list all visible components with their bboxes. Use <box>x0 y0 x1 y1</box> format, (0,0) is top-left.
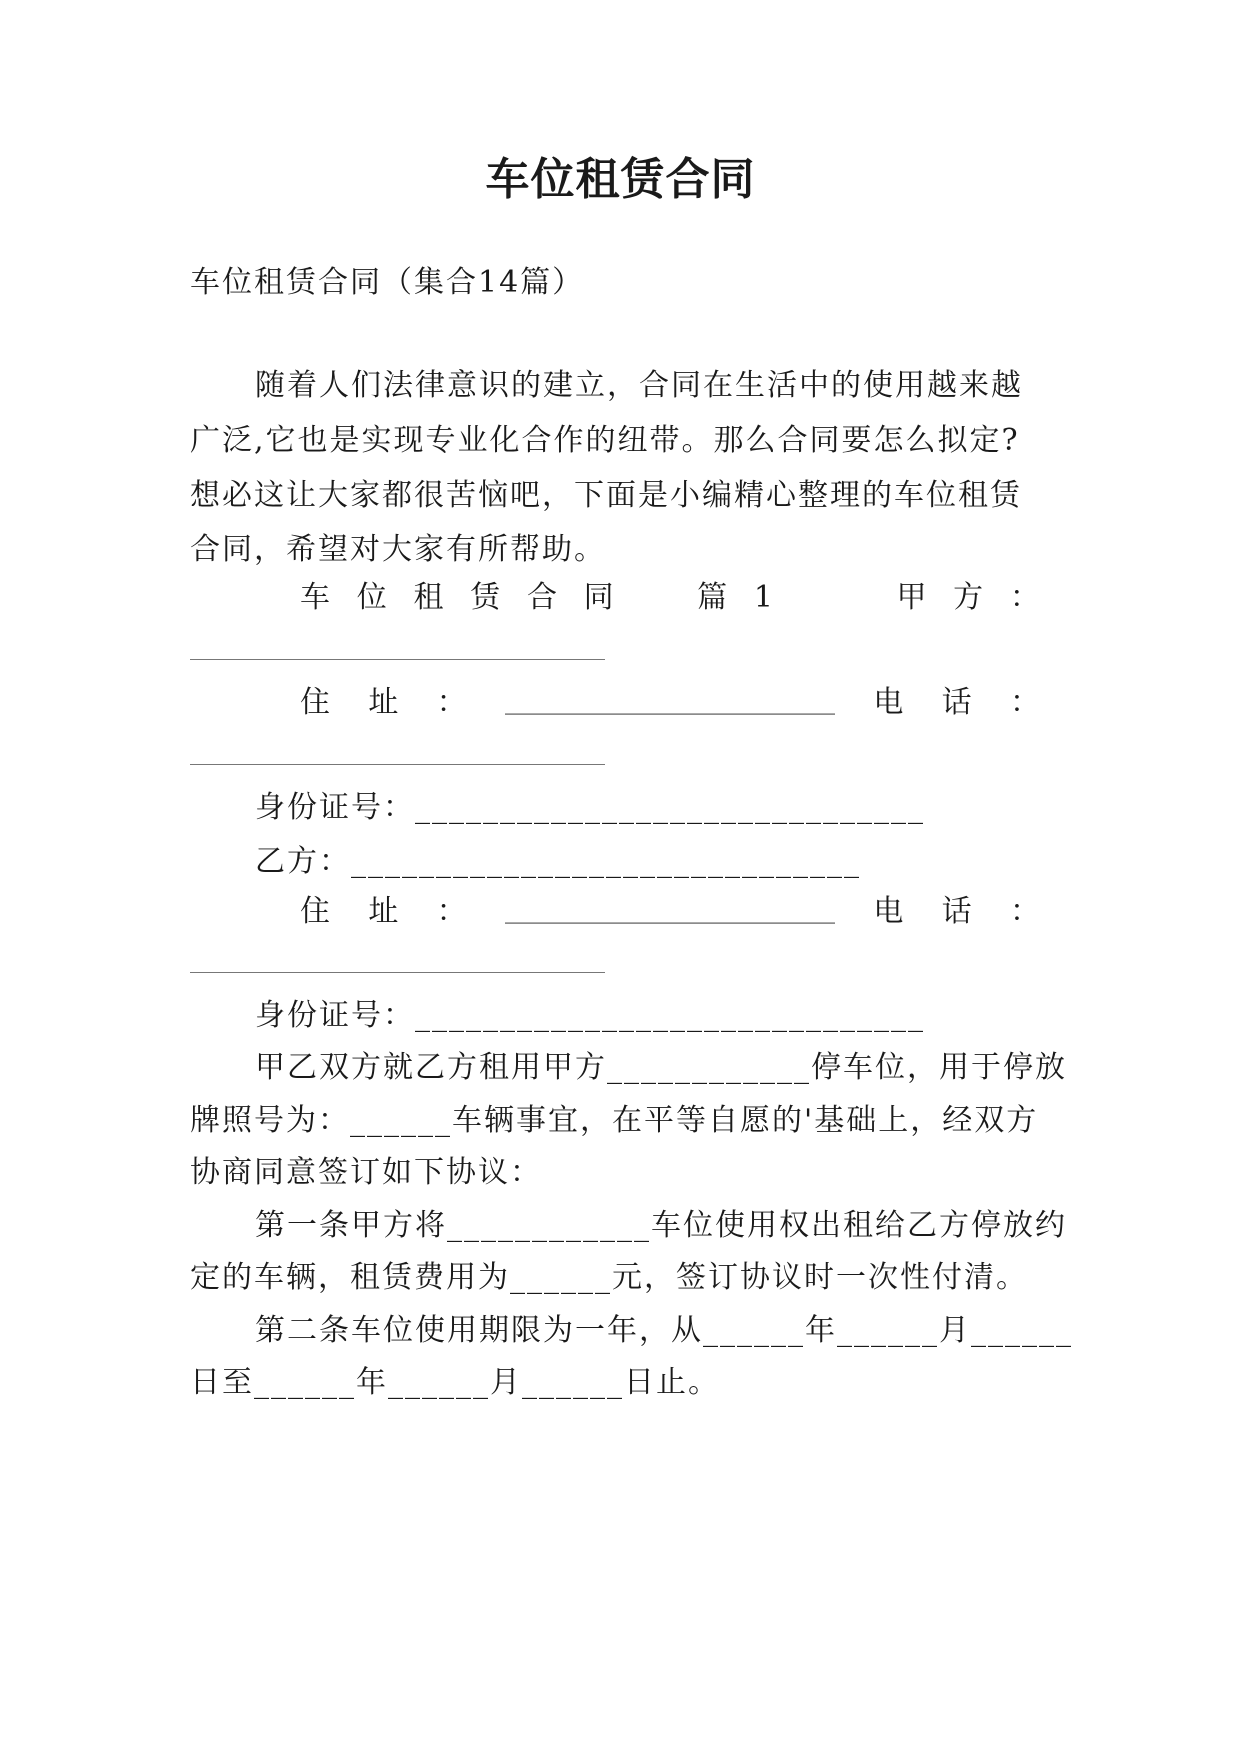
address-label-char: 住 <box>300 685 330 720</box>
party-a-name-blank <box>190 659 605 660</box>
phone-label-char: ： <box>1009 685 1040 720</box>
document-title: 车位租赁合同 <box>485 154 756 205</box>
address-blank: ______________________________ <box>504 899 835 924</box>
body-line: 甲乙双方就乙方租用甲方____________停车位，用于停放 <box>255 1050 1067 1085</box>
address-blank: ______________________________ <box>504 690 835 715</box>
party-a-id-line: 身份证号：______________________________ <box>255 790 925 825</box>
contract-heading-row <box>300 578 1040 618</box>
heading-char: 同 <box>583 580 614 615</box>
phone-label-char: 话 <box>941 894 972 929</box>
intro-line: 想必这让大家都很苦恼吧，下面是小编精心整理的车位租赁 <box>190 478 1022 513</box>
party-b-id-line: 身份证号：______________________________ <box>255 998 925 1033</box>
intro-line: 随着人们法律意识的建立，合同在生活中的使用越来越 <box>255 368 1023 403</box>
body-line: 协商同意签订如下协议： <box>190 1155 542 1190</box>
heading-char: 租 <box>413 580 444 615</box>
phone-label-char: 话 <box>941 685 972 720</box>
party-b-phone-blank <box>190 972 605 973</box>
body-line: 牌照号为：______车辆事宜，在平等自愿的'基础上，经双方 <box>190 1103 1039 1138</box>
phone-label-char: 电 <box>873 894 904 929</box>
party-b-address-row <box>300 892 1040 932</box>
heading-char: 赁 <box>470 580 501 615</box>
heading-char: 甲 <box>896 580 927 615</box>
address-label-char: 址 <box>368 685 399 720</box>
article-2-line: 第二条车位使用期限为一年，从______年______月______ <box>255 1313 1073 1348</box>
article-1-line: 第一条甲方将____________车位使用权出租给乙方停放约 <box>255 1208 1067 1243</box>
party-b-label-line: 乙方：______________________________ <box>255 844 861 879</box>
phone-label-char: 电 <box>873 685 904 720</box>
address-label-char: ： <box>436 894 467 929</box>
collection-subtitle: 车位租赁合同（集合14篇） <box>190 265 585 300</box>
heading-char: 位 <box>356 580 387 615</box>
intro-line: 广泛,它也是实现专业化合作的纽带。那么合同要怎么拟定? <box>190 423 1020 458</box>
heading-char: 方 <box>953 580 984 615</box>
phone-label-char: ： <box>1009 894 1040 929</box>
party-a-phone-blank <box>190 764 605 765</box>
heading-char: ： <box>1009 580 1040 615</box>
heading-char: 1 <box>753 580 773 615</box>
heading-char: 合 <box>526 580 557 615</box>
heading-char: 篇 <box>697 580 728 615</box>
heading-char: 车 <box>300 580 330 615</box>
address-label-char: 址 <box>368 894 399 929</box>
article-2-line: 日至______年______月______日止。 <box>190 1365 720 1400</box>
address-label-char: ： <box>436 685 467 720</box>
address-label-char: 住 <box>300 894 330 929</box>
article-1-line: 定的车辆，租赁费用为______元，签订协议时一次性付清。 <box>190 1260 1028 1295</box>
intro-line: 合同，希望对大家有所帮助。 <box>190 532 606 567</box>
party-a-address-row <box>300 683 1040 723</box>
